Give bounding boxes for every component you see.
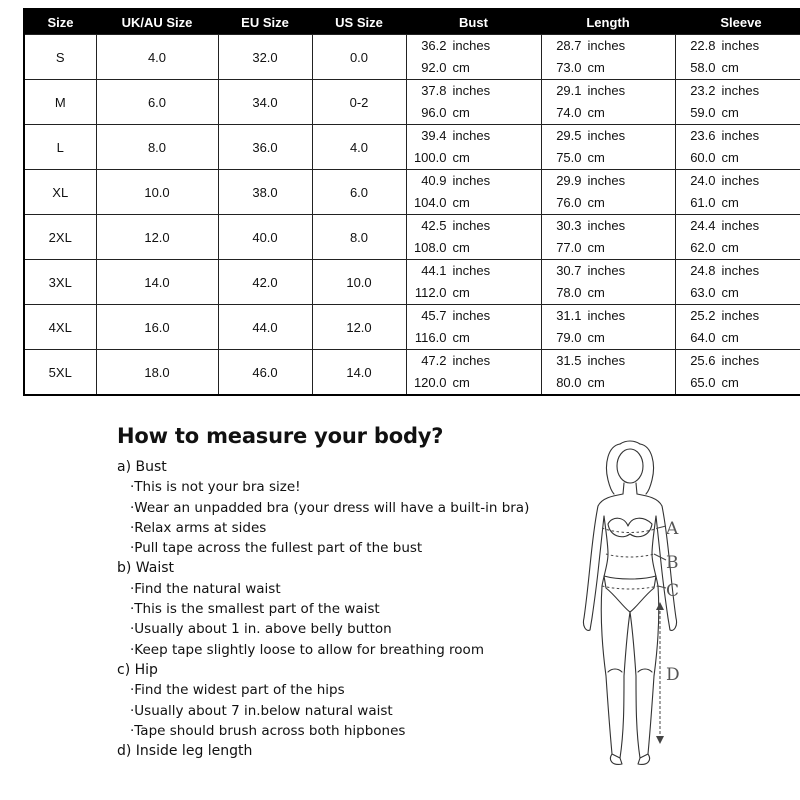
measure-unit: inches [452,173,491,188]
label-a: A [666,519,679,539]
bust-cell [406,350,541,396]
us-size-cell: 10.0 [312,260,406,305]
measure-unit: inches [587,38,626,53]
measure-unit: cm [587,150,605,165]
measure-guide [117,424,577,761]
cm-measure [676,192,800,214]
inches-measure [676,80,800,102]
cm-measure [542,372,675,394]
measure-unit: inches [587,173,626,188]
header-bust: Bust [406,9,541,35]
guide-section-heading: a) Bust [117,459,167,475]
measure-value: 44.1 [421,263,447,278]
header-sleeve: Sleeve [675,9,800,35]
inches-measure [407,35,541,57]
inches-measure [676,215,800,237]
measure-value: 79.0 [556,330,582,345]
uk-au-size-cell: 4.0 [96,35,218,80]
cm-measure [676,327,800,349]
inside-leg-arrow [656,602,664,744]
cm-measure [542,192,675,214]
header-length: Length [541,9,675,35]
table-row [24,35,800,80]
measure-unit: cm [452,105,470,120]
guide-section-heading: b) Waist [117,560,174,577]
measure-unit: cm [721,150,739,165]
measure-unit: inches [452,353,491,368]
table-header-row [24,9,800,35]
inches-measure [407,170,541,192]
measure-unit: inches [452,308,491,323]
guide-instruction-item: · Keep tape slightly loose to allow for breathing room [117,640,577,660]
size-cell: 3XL [24,260,96,305]
measure-value: 80.0 [556,375,582,390]
inches-measure [676,35,800,57]
uk-au-size-cell: 6.0 [96,80,218,125]
measure-unit: inches [721,218,760,233]
us-size-cell: 4.0 [312,125,406,170]
us-size-cell: 6.0 [312,170,406,215]
measure-value: 58.0 [690,60,716,75]
measure-value: 77.0 [556,240,582,255]
measure-unit: cm [721,375,739,390]
measure-unit: cm [721,285,739,300]
measure-value: 100.0 [413,150,447,165]
measure-unit: inches [721,173,760,188]
measure-value: 63.0 [690,285,716,300]
us-size-cell: 0.0 [312,35,406,80]
table-row [24,350,800,396]
eu-size-cell: 34.0 [218,80,312,125]
measure-unit: inches [587,218,626,233]
eu-size-cell: 40.0 [218,215,312,260]
header-size: Size [24,9,96,35]
guide-instructions [117,457,577,761]
cm-measure [542,282,675,304]
measure-value: 23.2 [690,83,716,98]
sleeve-cell [675,170,800,215]
table-row [24,215,800,260]
uk-au-size-cell: 12.0 [96,215,218,260]
measure-unit: inches [721,38,760,53]
cm-measure [676,282,800,304]
inches-measure [676,170,800,192]
us-size-cell: 14.0 [312,350,406,396]
length-cell [541,170,675,215]
header-eu-size: EU Size [218,9,312,35]
measure-value: 42.5 [421,218,447,233]
inches-measure [676,260,800,282]
waist-line [606,554,654,557]
uk-au-size-cell: 16.0 [96,305,218,350]
measure-unit: cm [587,195,605,210]
measure-value: 25.2 [690,308,716,323]
measure-value: 28.7 [556,38,582,53]
uk-au-size-cell: 14.0 [96,260,218,305]
uk-au-size-cell: 18.0 [96,350,218,396]
inches-measure [542,350,675,372]
eu-size-cell: 46.0 [218,350,312,396]
measure-value: 24.4 [690,218,716,233]
inches-measure [676,125,800,147]
measure-value: 25.6 [690,353,716,368]
measure-value: 78.0 [556,285,582,300]
uk-au-size-cell: 10.0 [96,170,218,215]
inches-measure [542,170,675,192]
label-b: B [666,553,679,573]
measure-value: 24.0 [690,173,716,188]
header-us-size: US Size [312,9,406,35]
measure-value: 29.5 [556,128,582,143]
measure-unit: cm [721,330,739,345]
cm-measure [407,192,541,214]
cm-measure [676,237,800,259]
bust-cell [406,260,541,305]
inches-measure [407,350,541,372]
inches-measure [676,305,800,327]
size-cell: 2XL [24,215,96,260]
cm-measure [542,57,675,79]
measure-unit: inches [452,218,491,233]
cm-measure [542,237,675,259]
table-row [24,305,800,350]
measure-value: 45.7 [421,308,447,323]
measure-value: 37.8 [421,83,447,98]
length-cell [541,35,675,80]
measure-value: 29.1 [556,83,582,98]
bust-cell [406,215,541,260]
length-cell [541,305,675,350]
measure-unit: cm [587,285,605,300]
measure-value: 60.0 [690,150,716,165]
inches-measure [542,260,675,282]
guide-instruction-item: · Relax arms at sides [117,518,577,538]
measure-unit: cm [587,105,605,120]
measure-value: 40.9 [421,173,447,188]
measure-unit: inches [721,128,760,143]
bust-cell [406,305,541,350]
body-measurement-figure [568,436,698,776]
inches-measure [542,215,675,237]
inches-measure [407,125,541,147]
measurement-lines [602,528,658,589]
length-cell [541,125,675,170]
measure-value: 29.9 [556,173,582,188]
bust-cell [406,80,541,125]
bust-cell [406,125,541,170]
size-cell: L [24,125,96,170]
inches-measure [407,215,541,237]
sleeve-cell [675,125,800,170]
measure-value: 74.0 [556,105,582,120]
measure-unit: inches [452,263,491,278]
measure-unit: inches [721,308,760,323]
measure-unit: inches [721,263,760,278]
measure-unit: cm [587,375,605,390]
measure-unit: cm [452,330,470,345]
bust-cell [406,170,541,215]
cm-measure [407,327,541,349]
measure-value: 47.2 [421,353,447,368]
eu-size-cell: 42.0 [218,260,312,305]
cm-measure [407,147,541,169]
eu-size-cell: 38.0 [218,170,312,215]
guide-section-heading: d) Inside leg length [117,743,253,760]
measure-unit: inches [587,353,626,368]
table-row [24,260,800,305]
guide-instruction-item: · This is not your bra size! [117,477,577,497]
guide-section-heading: c) Hip [117,661,158,678]
measure-value: 39.4 [421,128,447,143]
sleeve-cell [675,350,800,396]
guide-title: How to measure your body? [117,424,444,448]
guide-instruction-item: · Usually about 1 in. above belly button [117,619,577,639]
cm-measure [676,102,800,124]
guide-instruction-item: · Pull tape across the fullest part of the bust [117,538,577,558]
cm-measure [676,147,800,169]
length-cell [541,350,675,396]
eu-size-cell: 44.0 [218,305,312,350]
measure-unit: cm [452,285,470,300]
measure-value: 76.0 [556,195,582,210]
measure-unit: cm [452,240,470,255]
measure-value: 96.0 [421,105,447,120]
us-size-cell: 0-2 [312,80,406,125]
measure-value: 112.0 [414,285,447,300]
cm-measure [407,237,541,259]
size-cell: S [24,35,96,80]
measure-unit: cm [721,60,739,75]
measure-unit: cm [452,195,470,210]
measure-unit: inches [587,128,626,143]
eu-size-cell: 32.0 [218,35,312,80]
measure-unit: cm [452,375,470,390]
cm-measure [542,102,675,124]
us-size-cell: 12.0 [312,305,406,350]
measure-unit: inches [587,308,626,323]
length-cell [541,260,675,305]
measure-unit: cm [452,150,470,165]
measure-value: 62.0 [690,240,716,255]
measure-value: 30.3 [556,218,582,233]
hip-line [602,586,658,589]
sleeve-cell [675,305,800,350]
guide-instruction-item: · Tape should brush across both hipbones [117,721,577,741]
measure-value: 73.0 [556,60,582,75]
sleeve-cell [675,35,800,80]
measure-value: 24.8 [690,263,716,278]
size-chart-table [23,8,800,396]
inches-measure [676,350,800,372]
bust-cell [406,35,541,80]
measure-unit: inches [721,83,760,98]
measure-value: 23.6 [690,128,716,143]
inches-measure [542,35,675,57]
measure-value: 31.5 [556,353,582,368]
guide-instruction-item: · Wear an unpadded bra (your dress will have a built-in bra) [117,498,577,518]
guide-instruction-item: · Find the natural waist [117,579,577,599]
measure-unit: inches [587,263,626,278]
eu-size-cell: 36.0 [218,125,312,170]
body-outline [583,441,676,764]
length-cell [541,215,675,260]
inches-measure [542,80,675,102]
guide-instruction-item: · Usually about 7 in.below natural waist [117,701,577,721]
table-row [24,170,800,215]
measure-value: 104.0 [413,195,447,210]
inches-measure [542,125,675,147]
guide-instruction-item: · Find the widest part of the hips [117,680,577,700]
measure-unit: cm [587,60,605,75]
measure-unit: inches [452,38,491,53]
size-cell: XL [24,170,96,215]
guide-instruction-item: · This is the smallest part of the waist [117,599,577,619]
table-row [24,80,800,125]
cm-measure [407,282,541,304]
header-uk-au-size: UK/AU Size [96,9,218,35]
measure-value: 36.2 [421,38,447,53]
measure-value: 22.8 [690,38,716,53]
measure-unit: cm [721,105,739,120]
measure-unit: cm [721,195,739,210]
measure-value: 75.0 [556,150,582,165]
label-d: D [666,665,680,685]
size-cell: 5XL [24,350,96,396]
inches-measure [407,305,541,327]
sleeve-cell [675,215,800,260]
cm-measure [407,372,541,394]
length-cell [541,80,675,125]
cm-measure [542,327,675,349]
measure-unit: inches [587,83,626,98]
cm-measure [676,372,800,394]
inches-measure [407,80,541,102]
measure-value: 64.0 [690,330,716,345]
sleeve-cell [675,260,800,305]
measure-unit: cm [452,60,470,75]
inches-measure [407,260,541,282]
size-cell: M [24,80,96,125]
measure-unit: cm [587,240,605,255]
measure-value: 108.0 [413,240,447,255]
cm-measure [676,57,800,79]
uk-au-size-cell: 8.0 [96,125,218,170]
measure-unit: cm [587,330,605,345]
inches-measure [542,305,675,327]
measure-value: 120.0 [413,375,447,390]
cm-measure [407,102,541,124]
table-row [24,125,800,170]
measure-unit: inches [452,128,491,143]
size-cell: 4XL [24,305,96,350]
measure-value: 65.0 [690,375,716,390]
measure-value: 59.0 [690,105,716,120]
measure-value: 30.7 [556,263,582,278]
sleeve-cell [675,80,800,125]
label-c: C [666,581,680,601]
measure-value: 31.1 [556,308,582,323]
measure-unit: inches [452,83,491,98]
us-size-cell: 8.0 [312,215,406,260]
measure-value: 61.0 [690,195,716,210]
cm-measure [407,57,541,79]
measure-value: 116.0 [414,330,447,345]
cm-measure [542,147,675,169]
measure-unit: cm [721,240,739,255]
measure-value: 92.0 [421,60,447,75]
measure-unit: inches [721,353,760,368]
